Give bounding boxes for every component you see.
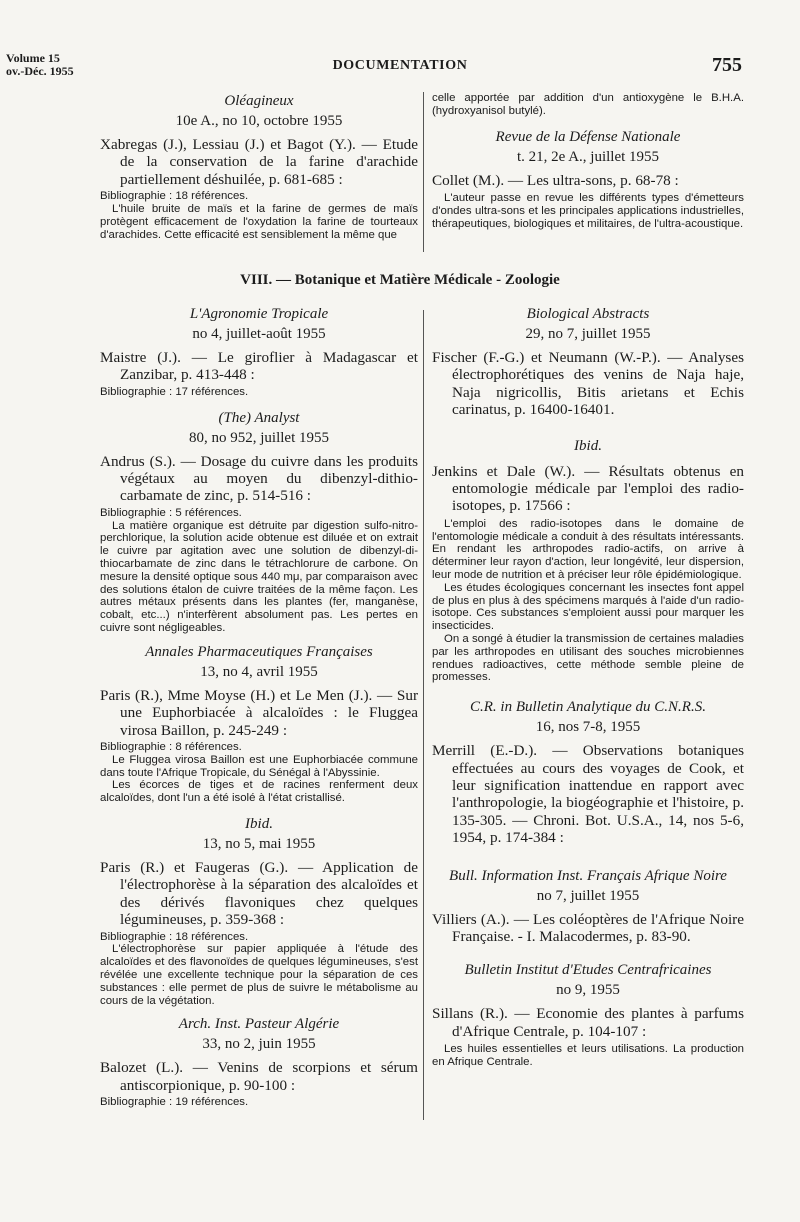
bibliographic-entry — [432, 911, 744, 946]
entry-text: Maistre (J.). — Le giroflier à Madagascar et Zanzibar, p. 413-448 : — [100, 349, 418, 384]
abstract-text: La matière organique est détruite par digestion sulfo-nitro-perchlorique, la solution acide obtenue est diluée et on extrait le cuivre par agitation avec une solution de dibenzyl-di-thiocarbamate de zinc dans le tétrachlorure de carbone. On mesure la densité optique sous 440 mμ, par comparaison avec des solutions étalon de cuivre traitées de la même façon. Les autres métaux présents dans les plantes (fer, manganèse, cobalt, etc...) n'interfèrent absolument pas. Les pertes en cuivre sont négligeables. — [100, 519, 418, 634]
entry-text: Balozet (L.). — Venins de scorpions et sérum antiscorpionique, p. 90-100 : — [100, 1059, 418, 1094]
abstract-text: L'emploi des radio-isotopes dans le domaine de l'entomologie médicale a conduit à des résultats intéressants. En rendant les arthropodes radio-actifs, on arrive à déterminer leur rayon d'action, leur longévité, leur dispersion, leur mode de nutrition et à préciser leur rôle épidémiologique. — [432, 517, 744, 582]
issue-info: 33, no 2, juin 1955 — [202, 1036, 316, 1053]
period-label: ov.-Déc. 1955 — [6, 64, 74, 78]
abstract-text: L'huile bruite de maïs et la farine de germes de maïs protègent efficacement de l'oxydation la farine de tourteaux d'arachides. Cette efficacité est sensiblement la même que — [100, 203, 418, 241]
issue-info: no 9, 1955 — [556, 982, 620, 999]
issue-info: 16, nos 7-8, 1955 — [535, 719, 641, 736]
issue-info: no 7, juillet 1955 — [536, 887, 640, 904]
journal-title: Bulletin Institut d'Etudes Centrafricaines — [464, 962, 712, 979]
journal-title: Biological Abstracts — [526, 306, 650, 322]
bibliographic-entry — [432, 463, 744, 515]
entry-text: Collet (M.). — Les ultra-sons, p. 68-78 : — [432, 171, 679, 189]
abstract-text: Les études écologiques concernant les insectes font appel de plus en plus à des spécimens marqués à l'aide d'un radio-isotope. Ces substances s'emploient aussi pour marquer les insecticides. — [432, 581, 744, 633]
column-right — [432, 305, 744, 1069]
section-heading — [0, 272, 800, 289]
bibliographic-entry — [100, 859, 418, 929]
bibliographic-entry — [432, 742, 744, 846]
issue-info: 29, no 7, juillet 1955 — [525, 326, 651, 342]
issue-info: 80, no 952, juillet 1955 — [189, 429, 329, 446]
bibliographic-entry — [432, 349, 744, 419]
abstract-text: Les huiles essentielles et leurs utilisations. La production en Afrique Centrale. — [432, 1043, 744, 1069]
column-left — [100, 305, 418, 1109]
bibliography-note: Bibliographie : 17 références. — [100, 385, 249, 398]
page-number: 755 — [712, 54, 742, 76]
journal-title: C.R. in Bulletin Analytique du C.N.R.S. — [470, 699, 706, 716]
bibliography-note: Bibliographie : 19 références. — [100, 1096, 249, 1109]
entry-text: Xabregas (J.), Lessiau (J.) et Bagot (Y.). — Etude de la conservation de la farine d'arachide partiellement déshuilée, p. 681-685 : — [100, 136, 418, 188]
entry-text: Andrus (S.). — Dosage du cuivre dans les produits végétaux au moyen du dibenzyl-dithio-carbamate de zinc, p. 514-516 : — [100, 452, 418, 505]
bibliographic-entry — [100, 136, 418, 188]
journal-title: Revue de la Défense Nationale — [495, 128, 681, 145]
bibliographic-entry — [100, 687, 418, 739]
issue-info: 10e A., no 10, octobre 1955 — [175, 113, 343, 129]
abstract-text: L'auteur passe en revue les différents types d'émetteurs d'ondes ultra-sons et les principales applications industrielles, thérapeutiques, biologiques et militaires, de l'ultra-acoustique. — [432, 192, 744, 230]
bibliographic-entry — [432, 1005, 744, 1040]
bibliographic-entry — [100, 1059, 418, 1094]
entry-text: Villiers (A.). — Les coléoptères de l'Afrique Noire Française. - I. Malacodermes, p. 83-90. — [432, 910, 744, 946]
column-divider-top — [423, 92, 424, 252]
issue-info: 13, no 5, mai 1955 — [202, 836, 316, 852]
abstract-text: Les écorces de tiges et de racines renferment deux alcaloïdes, dont l'un a été isolé à l'état cristallisé. — [100, 779, 418, 805]
journal-title: Annales Pharmaceutiques Françaises — [145, 643, 373, 660]
entry-text: Merrill (E.-D.). — Observations botaniques effectuées au cours des voyages de Cook, et leur signification inattendue en rapport avec l'anthropologie, la biogéographie et l'histoire, p. 135-305. — Chroni. Bot. U.S.A., 14, nos 5-6, 1954, p. 174-384 : — [432, 742, 744, 847]
entry-text: Jenkins et Dale (W.). — Résultats obtenus en entomologie médicale par l'emploi des radio-isotopes, p. 17566 : — [432, 462, 744, 515]
entry-text: Paris (R.), Mme Moyse (H.) et Le Men (J.). — Sur une Euphorbiacée à alcaloïdes : le Fluggea virosa Baillon, p. 245-249 : — [100, 686, 418, 739]
bibliography-note: Bibliographie : 18 références. — [100, 930, 249, 943]
entry-text: Fischer (F.-G.) et Neumann (W.-P.). — Analyses électrophorétiques des venins de Naja haje, Naja nigricollis, Bitis arietans et Echis carinatus, p. 16400-16401. — [432, 349, 744, 419]
bibliographic-entry — [100, 453, 418, 505]
column-top-right — [432, 92, 744, 230]
journal-title: Arch. Inst. Pasteur Algérie — [178, 1016, 340, 1033]
column-divider-main — [423, 310, 424, 1120]
issue-info: 13, no 4, avril 1955 — [200, 663, 318, 680]
page-title: DOCUMENTATION — [332, 58, 468, 73]
volume-label: Volume 15 — [6, 51, 60, 65]
issue-info: t. 21, 2e A., juillet 1955 — [516, 148, 660, 165]
bibliographic-entry — [100, 349, 418, 384]
abstract-text: Le Fluggea virosa Baillon est une Euphorbiacée commune dans toute l'Afrique Tropicale, du Sénégal à l'Abyssinie. — [100, 753, 418, 779]
section-heading-text: VIII. — Botanique et Matière Médicale - Zoologie — [240, 272, 560, 288]
bibliography-note: Bibliographie : 8 références. — [100, 741, 242, 754]
journal-title: Bull. Information Inst. Français Afrique Noire — [449, 867, 727, 884]
journal-title: Oléagineux — [224, 93, 294, 109]
column-top-left — [100, 92, 418, 241]
issue-info: no 4, juillet-août 1955 — [192, 326, 326, 342]
journal-title: (The) Analyst — [218, 409, 300, 426]
entry-text: Paris (R.) et Faugeras (G.). — Application de l'électrophorèse à la séparation des alcaloïdes et des dérivés flavoniques chez quelques légumineuses, p. 359-368 : — [100, 859, 418, 929]
journal-title: L'Agronomie Tropicale — [189, 306, 329, 322]
bibliography-note: Bibliographie : 18 références. — [100, 190, 249, 203]
bibliography-note: Bibliographie : 5 références. — [100, 506, 242, 519]
journal-title: Ibid. — [574, 437, 602, 454]
entry-text: Sillans (R.). — Economie des plantes à parfums d'Afrique Centrale, p. 104-107 : — [432, 1005, 744, 1040]
abstract-text: On a songé à étudier la transmission de certaines maladies par les arthropodes en utilisant des souches microbiennes rendues radioactives, cette méthode semble pleine de promesses. — [432, 633, 744, 684]
abstract-text: L'électrophorèse sur papier appliquée à l'étude des alcaloïdes et des flavonoïdes de quelques légumineuses, s'est révélée une excellente technique pour la séparation de ces substances : elle permet de plus de suivre le métabolisme au cours de la végétation. — [100, 943, 418, 1007]
bibliographic-entry — [432, 172, 744, 189]
journal-title: Ibid. — [245, 816, 273, 832]
abstract-continuation: celle apportée par addition d'un antioxygène le B.H.A. (hydroxyanisol butylé). — [432, 92, 744, 117]
